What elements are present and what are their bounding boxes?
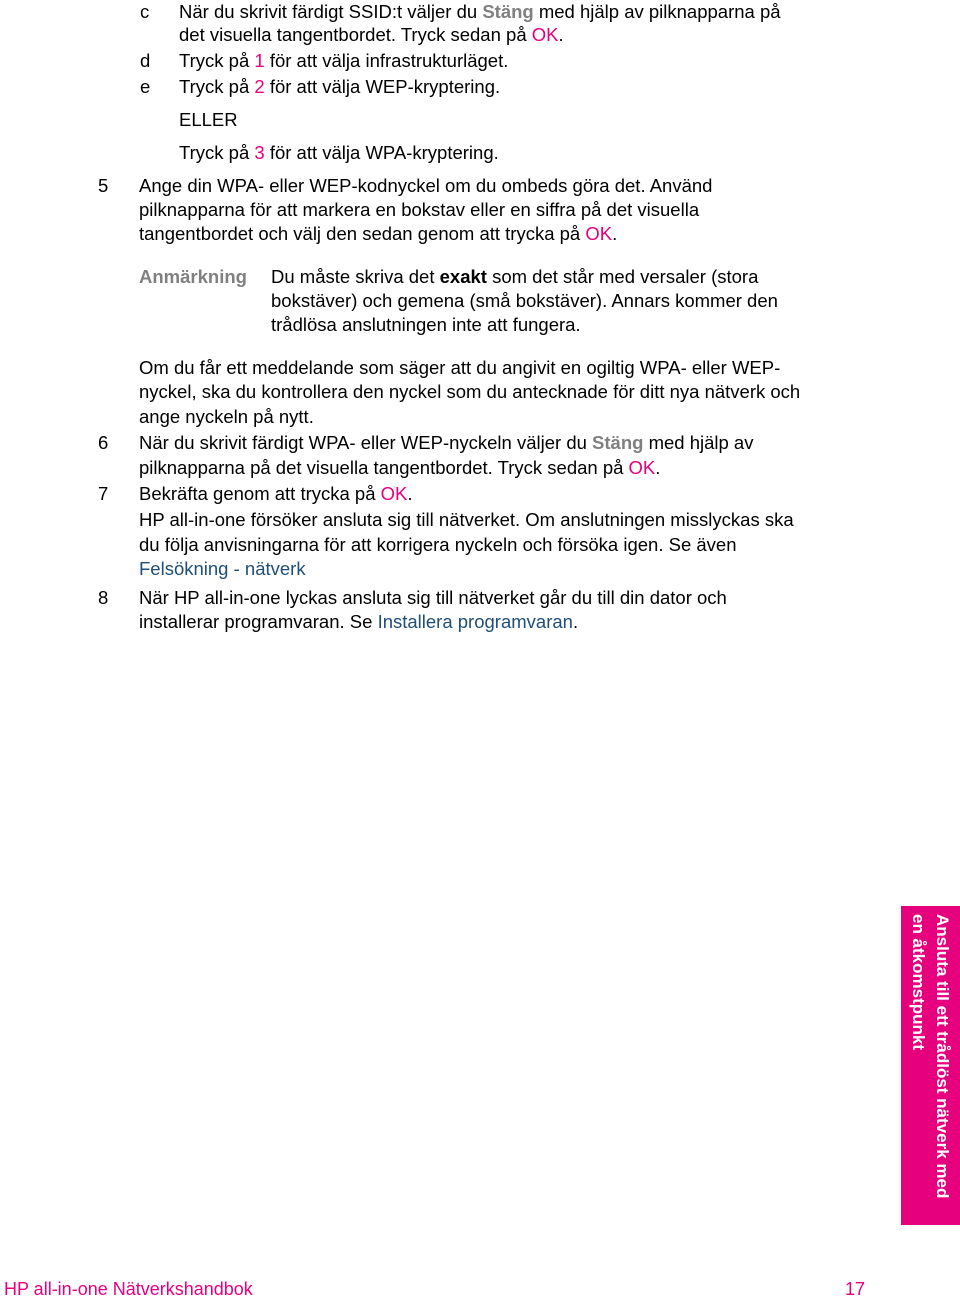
note-line1: Du måste skriva det exakt som det står med versaler (stora [271,266,759,287]
ok-label: OK [380,483,408,504]
emphasis-exakt: exakt [439,266,487,287]
chapter-side-tab-text: Ansluta till ett trådlöst nätverk med en åtkomstpunkt [909,914,952,1199]
step-5-line3: tangentbordet och välj den sedan genom att trycka på OK. [139,223,618,244]
step-marker-8: 8 [98,587,109,608]
para-line1: Om du får ett meddelande som säger att du angivit en ogiltig WPA- eller WEP- [139,357,781,378]
step-c-line2: det visuella tangentbordet. Tryck sedan på OK. [179,24,564,45]
stang-label: Stäng [482,1,534,22]
link-installera-programvaran[interactable]: Installera programvaran [377,611,573,632]
ok-label: OK [585,223,613,244]
note-line3: trådlösa anslutningen inte att fungera. [271,314,581,335]
step-5-line2: pilknapparna för att markera en bokstav eller en siffra på det visuella [139,199,700,220]
para-line2: nyckel, ska du kontrollera den nyckel som du antecknade för ditt nya nätverk och [139,381,801,402]
ok-label: OK [628,457,656,478]
step-marker-d: d [140,50,151,71]
step-7-line1: Bekräfta genom att trycka på OK. [139,483,413,504]
page-number: 17 [845,1279,866,1299]
para-line3: ange nyckeln på nytt. [139,406,314,427]
step-marker-6: 6 [98,432,109,453]
link-felsokning-natverk[interactable]: Felsökning - nätverk [139,558,306,579]
step-8-line2: installerar programvaran. Se Installera programvaran. [139,611,579,632]
step-7-para-line2: du följa anvisningarna för att korrigera nyckeln och försöka igen. Se även [139,534,737,555]
step-5-line1: Ange din WPA- eller WEP-kodnyckel om du ombeds göra det. Använd [139,175,713,196]
step-8-line1: När HP all-in-one lyckas ansluta sig till nätverket går du till din dator och [139,587,727,608]
or-text: ELLER [179,109,238,130]
step-6-line1: När du skrivit färdigt WPA- eller WEP-nyckeln väljer du Stäng med hjälp av [139,432,754,453]
step-marker-e: e [140,76,151,97]
step-e-alt-line: Tryck på 3 för att välja WPA-kryptering. [179,142,499,163]
step-7-para-line1: HP all-in-one försöker ansluta sig till nätverket. Om anslutningen misslyckas ska [139,509,794,530]
stang-label: Stäng [592,432,644,453]
key-1-label: 1 [254,50,265,71]
footer-title: HP all-in-one Nätverkshandbok [4,1279,253,1299]
step-6-line2: pilknapparna på det visuella tangentbordet. Tryck sedan på OK. [139,457,661,478]
note-line2: bokstäver) och gemena (små bokstäver). Annars kommer den [271,290,778,311]
step-marker-5: 5 [98,175,109,196]
step-marker-7: 7 [98,483,109,504]
note-label: Anmärkning [139,266,247,287]
key-3-label: 3 [254,142,265,163]
key-2-label: 2 [254,76,265,97]
step-d-line: Tryck på 1 för att välja infrastrukturläget. [179,50,509,71]
ok-label: OK [531,24,559,45]
step-e-line: Tryck på 2 för att välja WEP-kryptering. [179,76,501,97]
chapter-side-tab [901,906,960,1225]
step-marker-c: c [140,1,150,22]
step-c-line1: När du skrivit färdigt SSID:t väljer du Stäng med hjälp av pilknapparna på [179,1,781,22]
